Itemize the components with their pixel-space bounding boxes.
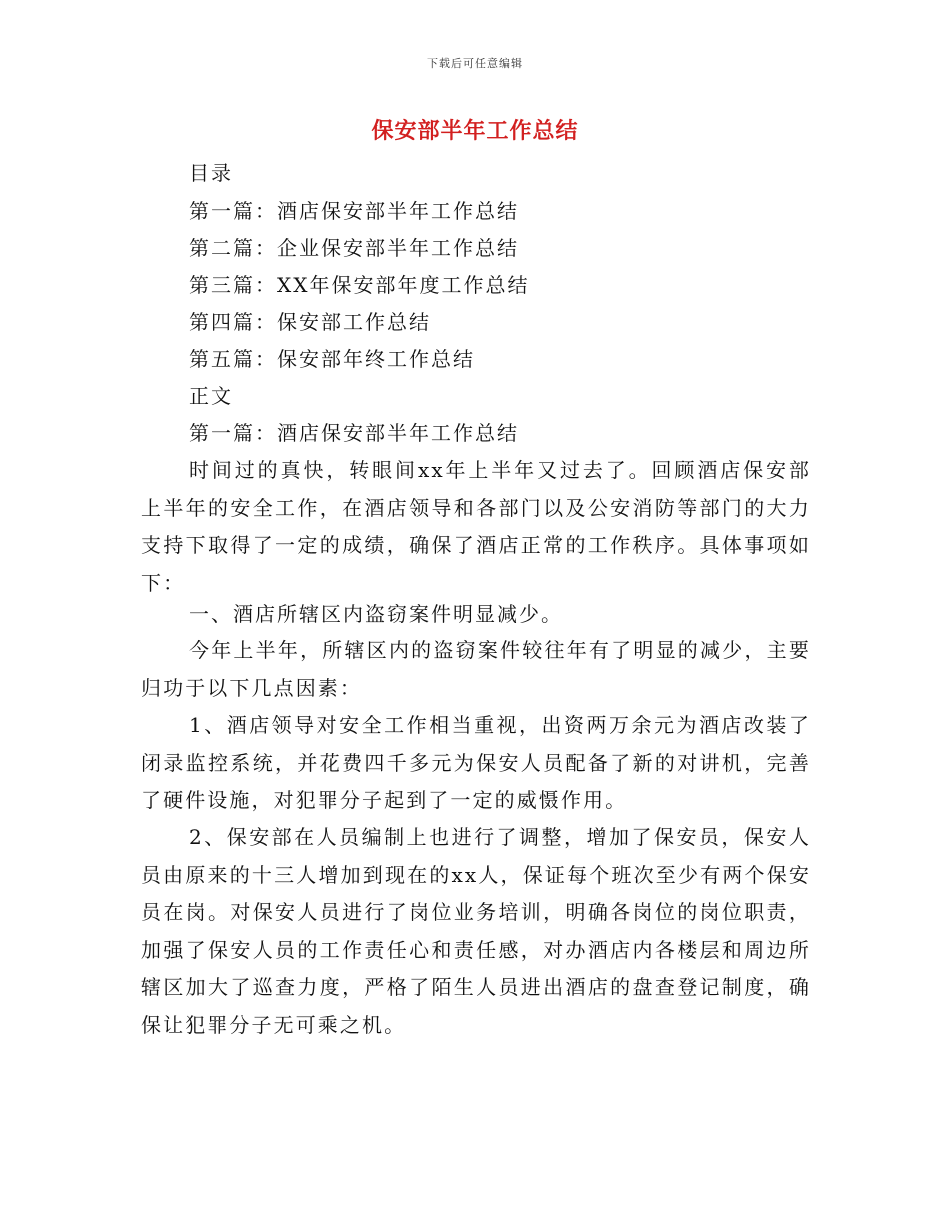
- chapter-title: 第一篇：酒店保安部半年工作总结: [189, 421, 519, 445]
- point-2-paragraph: 2、保安部在人员编制上也进行了调整，增加了保安员，保安人员由原来的十三人增加到现在的xx人，保证每个班次至少有两个保安员在岗。对保安人员进行了岗位业务培训，明确各岗位的岗位职责，加强了保安人员的工作责任心和责任感，对办酒店内各楼层和周边所辖区加大了巡查力度，严格了陌生人员进出酒店的盘查登记制度，确保让犯罪分子无可乘之机。: [141, 825, 811, 1037]
- toc-item-3: 第三篇：XX年保安部年度工作总结: [189, 273, 530, 297]
- section-1-heading: 一、酒店所辖区内盗窃案件明显减少。: [189, 602, 563, 626]
- header-note: 下载后可任意编辑: [427, 57, 523, 70]
- section-1-paragraph: 今年上半年，所辖区内的盗窃案件较往年有了明显的减少，主要归功于以下几点因素：: [141, 638, 811, 700]
- toc-heading: 目录: [189, 161, 233, 185]
- toc-item-2: 第二篇：企业保安部半年工作总结: [189, 236, 519, 260]
- toc-item-4: 第四篇：保安部工作总结: [189, 310, 431, 334]
- toc-item-5: 第五篇：保安部年终工作总结: [189, 347, 475, 371]
- point-1-paragraph: 1、酒店领导对安全工作相当重视，出资两万余元为酒店改装了闭录监控系统，并花费四千多元为保安人员配备了新的对讲机，完善了硬件设施，对犯罪分子起到了一定的威慑作用。: [141, 713, 811, 812]
- toc-item-1: 第一篇：酒店保安部半年工作总结: [189, 199, 519, 223]
- body-heading: 正文: [189, 384, 233, 408]
- intro-paragraph: 时间过的真快，转眼间xx年上半年又过去了。回顾酒店保安部上半年的安全工作，在酒店领导和各部门以及公安消防等部门的大力支持下取得了一定的成绩，确保了酒店正常的工作秩序。具体事项如下：: [141, 458, 811, 595]
- document-title: 保安部半年工作总结: [371, 119, 579, 144]
